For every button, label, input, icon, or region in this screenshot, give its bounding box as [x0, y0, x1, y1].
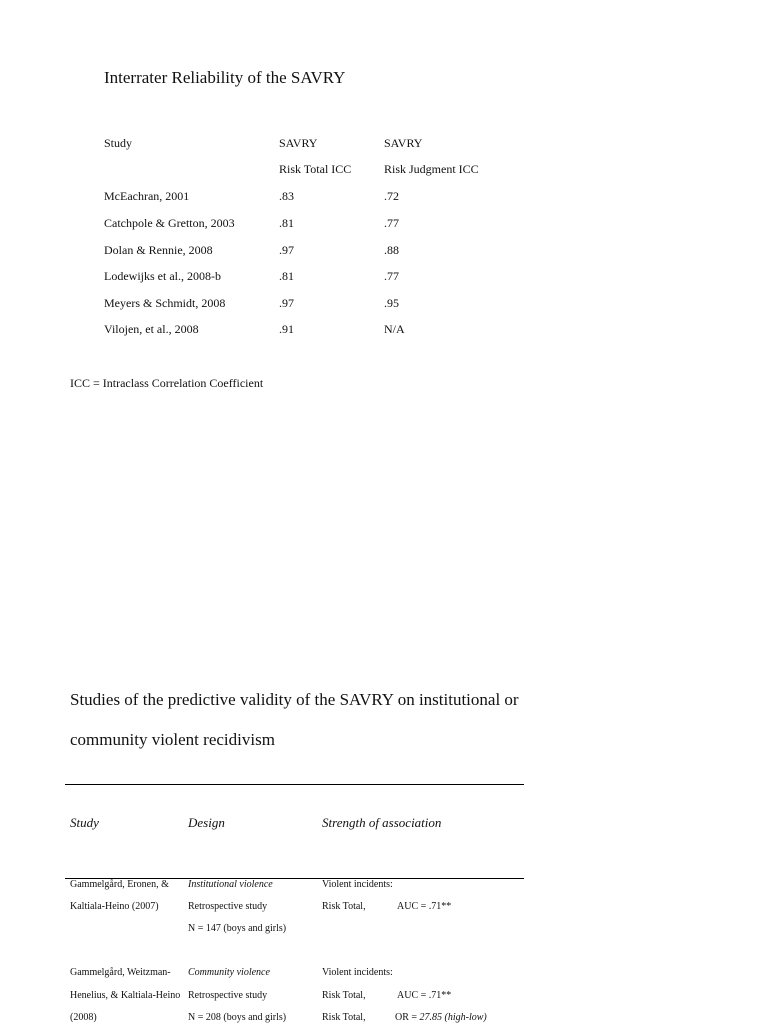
table1-cell-judgment: N/A: [384, 322, 405, 336]
table2-title-line2: community violent recidivism: [70, 730, 275, 749]
table1-cell-total: .97: [279, 296, 294, 310]
table1-cell-judgment: .88: [384, 243, 399, 257]
table2-strength-label: Risk Total,: [322, 1012, 366, 1023]
table1-header-study: Study: [104, 136, 133, 150]
table2-study-line: (2008): [70, 1012, 97, 1023]
table2-stat-value: AUC = .71**: [397, 990, 452, 1001]
table2-strength-title: Violent incidents:: [322, 967, 393, 978]
table2-design-line: Retrospective study: [188, 901, 268, 912]
table1-cell-judgment: .77: [384, 216, 399, 230]
table1-header-judgment-line1: SAVRY: [384, 136, 423, 150]
table2-study-line: Gammelgård, Weitzman-: [70, 967, 171, 978]
table1-cell-study: Meyers & Schmidt, 2008: [104, 296, 226, 310]
table1-cell-study: Catchpole & Gretton, 2003: [104, 216, 235, 230]
table2-design-type: Institutional violence: [188, 879, 273, 890]
table1-cell-study: Vilojen, et al., 2008: [104, 322, 199, 336]
table2-strength-stat: [397, 990, 451, 1001]
table2-strength-stat: [395, 1012, 487, 1023]
table1-cell-study: Lodewijks et al., 2008-b: [104, 269, 221, 283]
table2-design-line: N = 208 (boys and girls): [188, 1012, 287, 1023]
table1-title: Interrater Reliability of the SAVRY: [104, 68, 346, 87]
table2-stat-italic: 27.85 (high-low): [419, 1012, 487, 1023]
table2-stat-prefix: OR =: [395, 1012, 420, 1023]
table2-header-strength: Strength of association: [322, 815, 442, 830]
table2-top-rule: [65, 784, 524, 785]
table2-study-line: Kaltiala-Heino (2007): [70, 901, 159, 912]
table1-cell-total: .81: [279, 269, 294, 283]
table1-cell-total: .81: [279, 216, 294, 230]
table1-header-total-line1: SAVRY: [279, 136, 318, 150]
table2-design-type: Community violence: [188, 967, 270, 978]
table1-cell-judgment: .95: [384, 296, 399, 310]
table1-cell-total: .97: [279, 243, 294, 257]
table2-design-line: Retrospective study: [188, 990, 268, 1001]
table2-strength-label: Risk Total,: [322, 990, 366, 1001]
table1-cell-study: McEachran, 2001: [104, 189, 190, 203]
table2-strength-label: Risk Total,: [322, 901, 366, 912]
table2-strength-stat: [397, 901, 451, 912]
table1-cell-total: .91: [279, 322, 294, 336]
table2-design-line: N = 147 (boys and girls): [188, 923, 287, 934]
table2-strength-title: Violent incidents:: [322, 879, 393, 890]
table2-title-line1: Studies of the predictive validity of the SAVRY on institutional or: [70, 690, 519, 709]
table2-study-line: Henelius, & Kaltiala-Heino: [70, 990, 181, 1001]
table1-note: ICC = Intraclass Correlation Coefficient: [70, 376, 264, 390]
table1-header-judgment-line2: Risk Judgment ICC: [384, 162, 479, 176]
table1-header-total-line2: Risk Total ICC: [279, 162, 352, 176]
table2-header-study: Study: [70, 815, 99, 830]
table1-cell-judgment: .72: [384, 189, 399, 203]
table2-study-line: Gammelgård, Eronen, &: [70, 879, 169, 890]
table2-stat-value: AUC = .71**: [397, 901, 452, 912]
table1-cell-total: .83: [279, 189, 294, 203]
table2-header-design: Design: [188, 815, 225, 830]
table1-cell-judgment: .77: [384, 269, 399, 283]
table1-cell-study: Dolan & Rennie, 2008: [104, 243, 213, 257]
